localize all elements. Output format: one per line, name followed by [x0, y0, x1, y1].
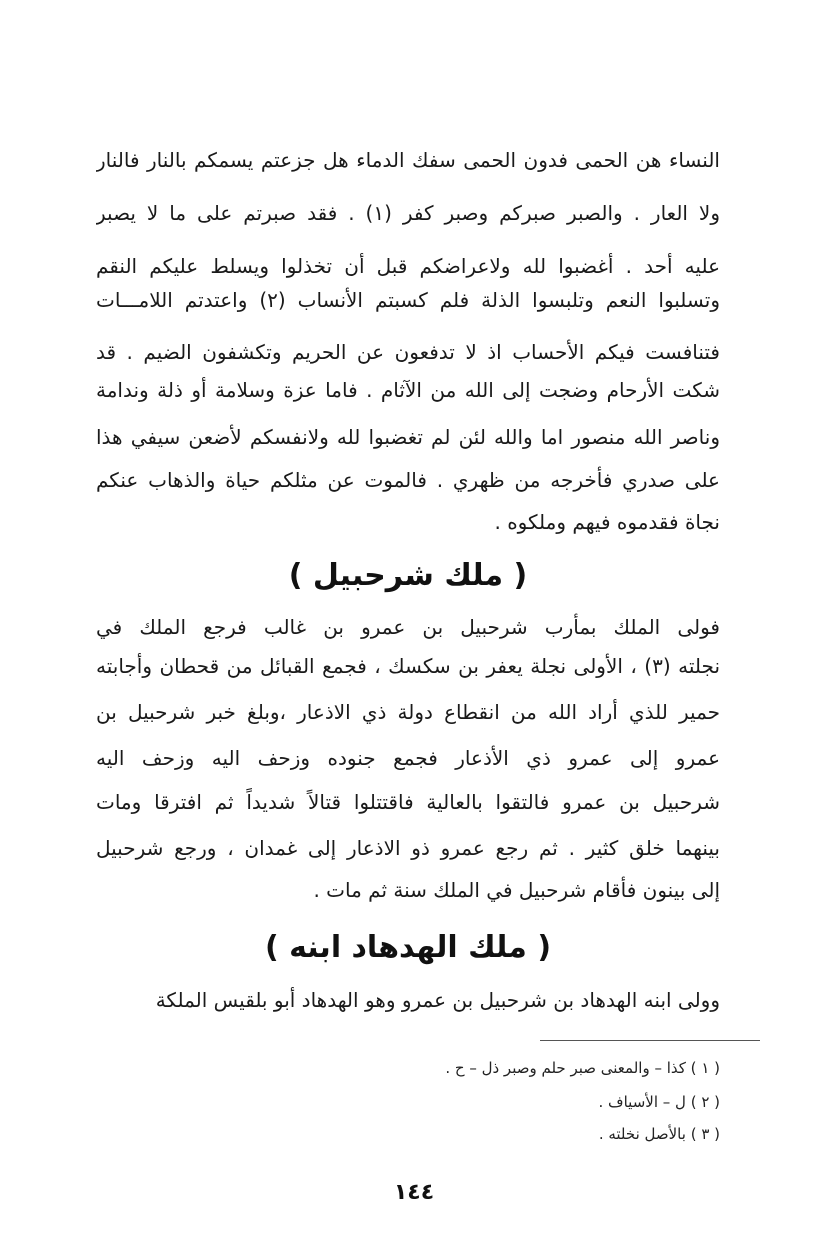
text-line: إلى بينون فأقام شرحبيل في الملك سنة ثم مات .: [313, 878, 720, 902]
text-line: بينهما خلق كثير . ثم رجع عمرو ذو الاذعار إلى غمدان ، ورجع شرحبيل: [96, 836, 720, 860]
text-line: النساء هن الحمى فدون الحمى سفك الدماء هل جزعتم يسمكم بالنار فالنار: [96, 148, 720, 172]
section-heading: ( ملك الهدهاد ابنه ): [264, 930, 552, 965]
footnote-separator: [540, 1040, 760, 1041]
text-line: نجلته (٣) ، الأولى نجلة يعفر بن سكسك ، فجمع القبائل من قحطان وأجابته: [96, 654, 720, 678]
section-heading: ( ملك شرحبيل ): [288, 558, 528, 593]
text-line: فتنافست فيكم الأحساب اذ لا تدفعون عن الحريم وتكشفون الضيم . قد: [96, 340, 720, 364]
page-number: ١٤٤: [393, 1180, 435, 1205]
text-line: فولى الملك بمأرب شرحبيل بن عمرو بن غالب فرجع الملك في: [96, 615, 720, 639]
text-line: وولى ابنه الهدهاد بن شرحبيل بن عمرو وهو الهدهاد أبو بلقيس الملكة: [155, 988, 720, 1012]
text-line: شرحبيل بن عمرو فالتقوا بالعالية فاقتتلوا قتالاً شديداً ثم افترقا ومات: [96, 790, 720, 814]
text-line: وتسلبوا النعم وتلبسوا الذلة فلم كسبتم الأنساب (٢) واعتدتم اللامـــات: [96, 288, 720, 312]
text-line: عمرو إلى عمرو ذي الأذعار فجمع جنوده وزحف اليه وزحف اليه: [96, 746, 720, 770]
text-line: عليه أحد . أغضبوا لله ولاعراضكم قبل أن تخذلوا ويسلط عليكم النقم: [96, 254, 720, 278]
text-line: على صدري فأخرجه من ظهري . فالموت عن مثلكم حياة والذهاب عنكم: [96, 468, 720, 492]
text-line: حمير للذي أراد الله من انقطاع دولة ذي الاذعار ،وبلغ خبر شرحبيل بن: [96, 700, 720, 724]
text-line: ولا العار . والصبر صبركم وصبر كفر (١) . فقد صبرتم على ما لا يصبر: [96, 201, 720, 225]
footnote: ( ٣ ) بالأصل نخلته .: [598, 1125, 720, 1143]
text-line: نجاة فقدموه فيهم وملكوه .: [494, 510, 720, 534]
text-line: وناصر الله منصور اما والله لئن لم تغضبوا لله ولانفسكم لأضعن سيفي هذا: [96, 425, 720, 449]
footnote: ( ١ ) كذا – والمعنى صبر حلم وصبر ذل – ح .: [445, 1059, 720, 1077]
footnote: ( ٢ ) ل – الأسياف .: [598, 1093, 720, 1111]
text-line: شكت الأرحام وضجت إلى الله من الآثام . فاما عزة وسلامة أو ذلة وندامة: [96, 378, 720, 402]
